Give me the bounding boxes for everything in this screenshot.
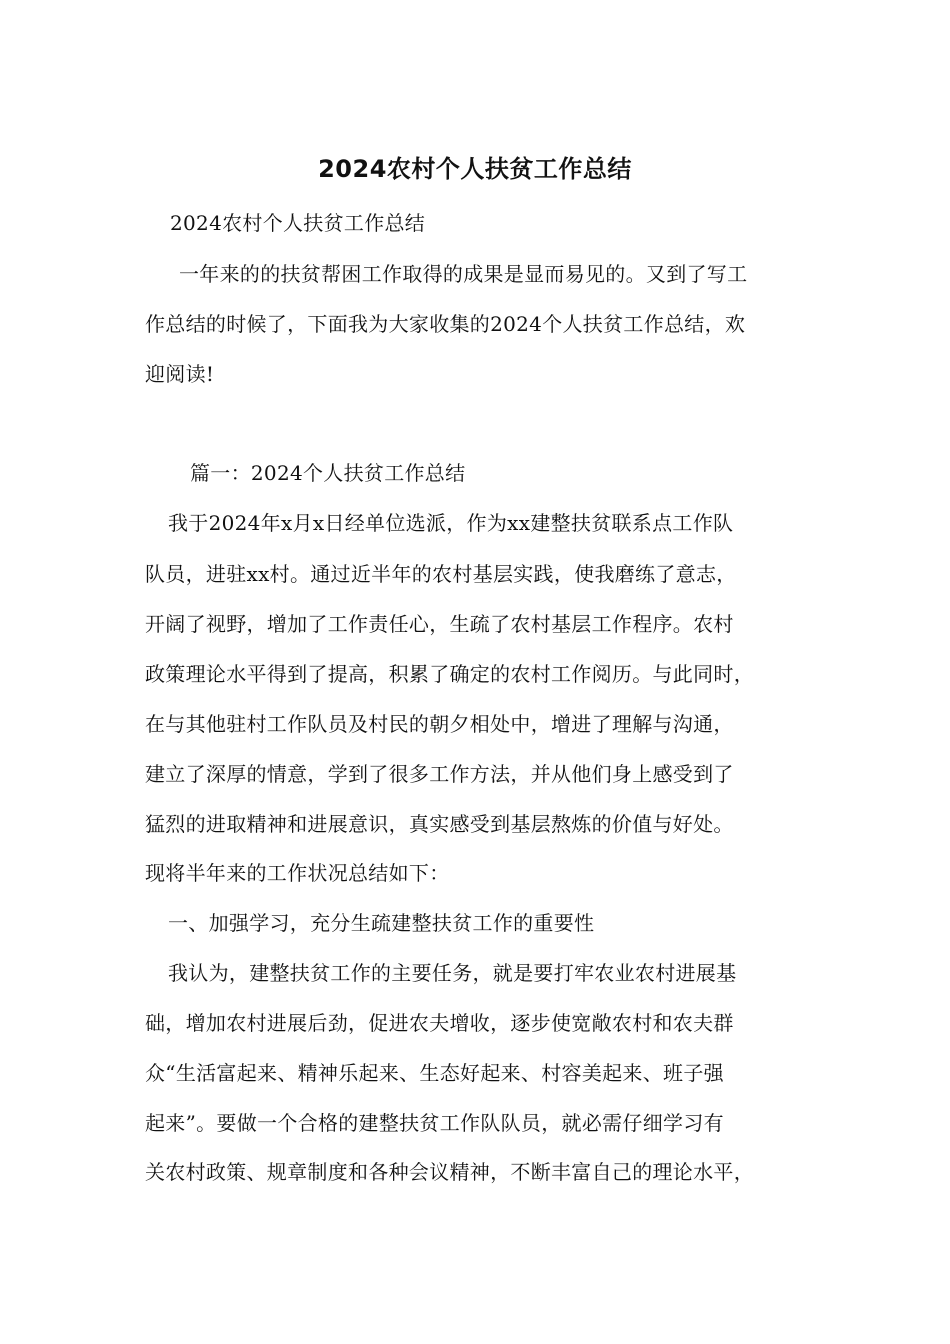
paragraph-line: 础，增加农村进展后劲，促进农夫增收，逐步使宽敞农村和农夫群 [145,1011,734,1035]
section-heading: 篇一：2024个人扶贫工作总结 [190,461,466,485]
document-title: 2024农村个人扶贫工作总结 [318,155,632,183]
paragraph-line: 起来”。要做一个合格的建整扶贫工作队队员，就必需仔细学习有 [145,1111,724,1135]
paragraph-line: 在与其他驻村工作队员及村民的朝夕相处中，增进了理解与沟通， [145,712,734,736]
paragraph-line: 开阔了视野，增加了工作责任心，生疏了农村基层工作程序。农村 [145,612,734,636]
paragraph-line: 一年来的的扶贫帮困工作取得的成果是显而易见的。又到了写工 [179,262,748,286]
paragraph-line: 众“生活富起来、精神乐起来、生态好起来、村容美起来、班子强 [145,1061,724,1085]
subtitle-line: 2024农村个人扶贫工作总结 [170,211,426,235]
paragraph-line: 政策理论水平得到了提高，积累了确定的农村工作阅历。与此同时， [145,662,754,686]
paragraph-line: 我认为，建整扶贫工作的主要任务，就是要打牢农业农村进展基 [168,961,737,985]
paragraph-line: 迎阅读! [145,362,215,386]
paragraph-line: 关农村政策、规章制度和各种会议精神，不断丰富自己的理论水平， [145,1160,754,1184]
section-heading: 一、加强学习，充分生疏建整扶贫工作的重要性 [168,911,595,935]
paragraph-line: 队员，进驻xx村。通过近半年的农村基层实践，使我磨练了意志， [145,562,737,586]
paragraph-line: 猛烈的进取精神和进展意识，真实感受到基层熬炼的价值与好处。 [145,812,734,836]
paragraph-line: 现将半年来的工作状况总结如下： [145,861,450,885]
paragraph-line: 作总结的时候了，下面我为大家收集的2024个人扶贫工作总结，欢 [145,312,746,336]
paragraph-line: 建立了深厚的情意，学到了很多工作方法，并从他们身上感受到了 [145,762,734,786]
paragraph-line: 我于2024年x月x日经单位选派，作为xx建整扶贫联系点工作队 [168,511,734,535]
